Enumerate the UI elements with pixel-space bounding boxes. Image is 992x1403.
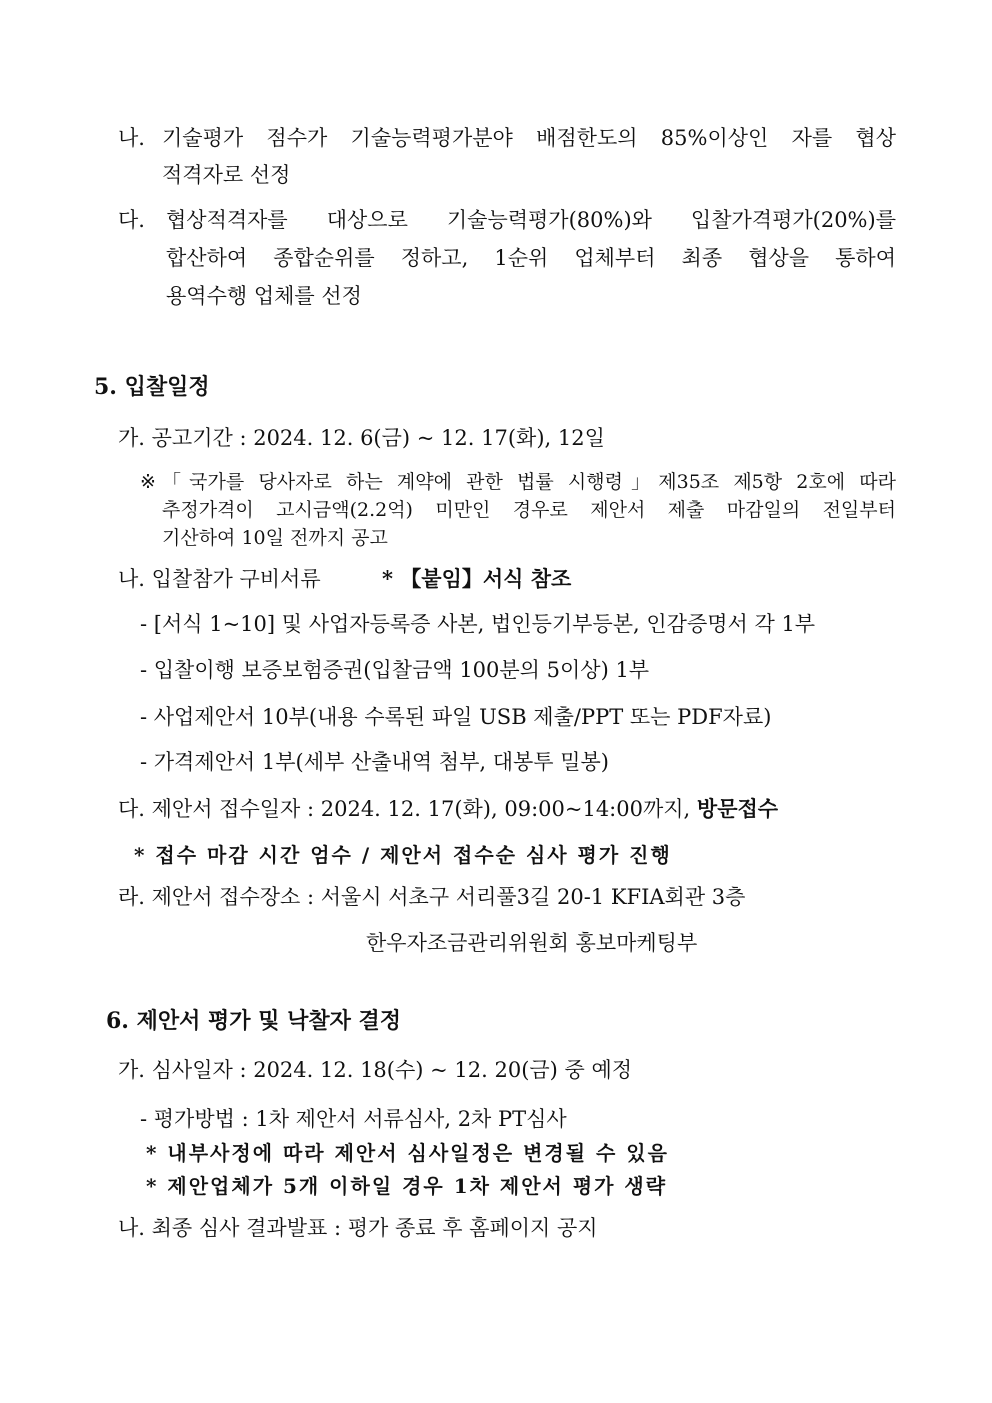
legal-note-line3: 기산하여 10일 전까지 공고 bbox=[162, 527, 388, 549]
section6-heading: 6. 제안서 평가 및 낙찰자 결정 bbox=[106, 1008, 402, 1034]
document-item-1: - [서식 1~10] 및 사업자등록증 사본, 법인등기부등본, 인감증명서 각 1부 bbox=[140, 612, 816, 636]
document-item-4: - 가격제안서 1부(세부 산출내역 첨부, 대봉투 밀봉) bbox=[140, 750, 610, 774]
attachment-reference-note: * 【붙임】서식 참조 bbox=[382, 566, 572, 591]
submission-date-text: 다. 제안서 접수일자 : 2024. 12. 17(화), 09:00~14:00까지, bbox=[118, 797, 691, 821]
criteria-da-line3: 용역수행 업체를 선정 bbox=[166, 284, 362, 308]
document-item-2: - 입찰이행 보증보험증권(입찰금액 100분의 5이상) 1부 bbox=[140, 658, 650, 682]
legal-note-line2: 추정가격이 고시금액(2.2억) 미만인 경우로 제안서 제출 마감일의 전일부터 bbox=[162, 499, 896, 521]
announcement-period: 가. 공고기간 : 2024. 12. 6(금) ~ 12. 17(화), 12일 bbox=[118, 426, 605, 450]
criteria-na-line1: 기술평가 점수가 기술능력평가분야 배점한도의 85%이상인 자를 협상 bbox=[162, 126, 896, 150]
submission-place: 라. 제안서 접수장소 : 서울시 서초구 서리풀3길 20-1 KFIA회관 3층 bbox=[118, 885, 746, 909]
criteria-na-line2: 적격자로 선정 bbox=[162, 163, 291, 187]
submission-place-department: 한우자조금관리위원회 홍보마케팅부 bbox=[366, 931, 698, 955]
skip-evaluation-note: * 제안업체가 5개 이하일 경우 1차 제안서 평가 생략 bbox=[146, 1174, 668, 1198]
review-date: 가. 심사일자 : 2024. 12. 18(수) ~ 12. 20(금) 중 예정 bbox=[118, 1058, 633, 1082]
required-documents-label: 나. 입찰참가 구비서류 bbox=[118, 567, 321, 591]
evaluation-method: - 평가방법 : 1차 제안서 서류심사, 2차 PT심사 bbox=[140, 1107, 567, 1131]
item-marker-da: 다. bbox=[118, 208, 145, 232]
section5-heading: 5. 입찰일정 bbox=[94, 374, 210, 400]
note-mark: ※ bbox=[140, 471, 156, 493]
criteria-da-line2: 합산하여 종합순위를 정하고, 1순위 업체부터 최종 협상을 통하여 bbox=[166, 246, 896, 270]
visit-submission-label: 방문접수 bbox=[696, 796, 779, 821]
document-item-3: - 사업제안서 10부(내용 수록된 파일 USB 제출/PPT 또는 PDF자료) bbox=[140, 705, 772, 729]
deadline-note: * 접수 마감 시간 엄수 / 제안서 접수순 심사 평가 진행 bbox=[134, 843, 672, 867]
criteria-da-line1: 협상적격자를 대상으로 기술능력평가(80%)와 입찰가격평가(20%)를 bbox=[166, 208, 896, 232]
item-marker-na: 나. bbox=[118, 126, 145, 150]
schedule-change-note: * 내부사정에 따라 제안서 심사일정은 변경될 수 있음 bbox=[146, 1141, 669, 1165]
submission-date bbox=[118, 795, 778, 823]
final-result-announcement: 나. 최종 심사 결과발표 : 평가 종료 후 홈페이지 공지 bbox=[118, 1216, 598, 1240]
legal-note-line1: 「국가를 당사자로 하는 계약에 관한 법률 시행령」제35조 제5항 2호에 따라 bbox=[162, 471, 896, 493]
